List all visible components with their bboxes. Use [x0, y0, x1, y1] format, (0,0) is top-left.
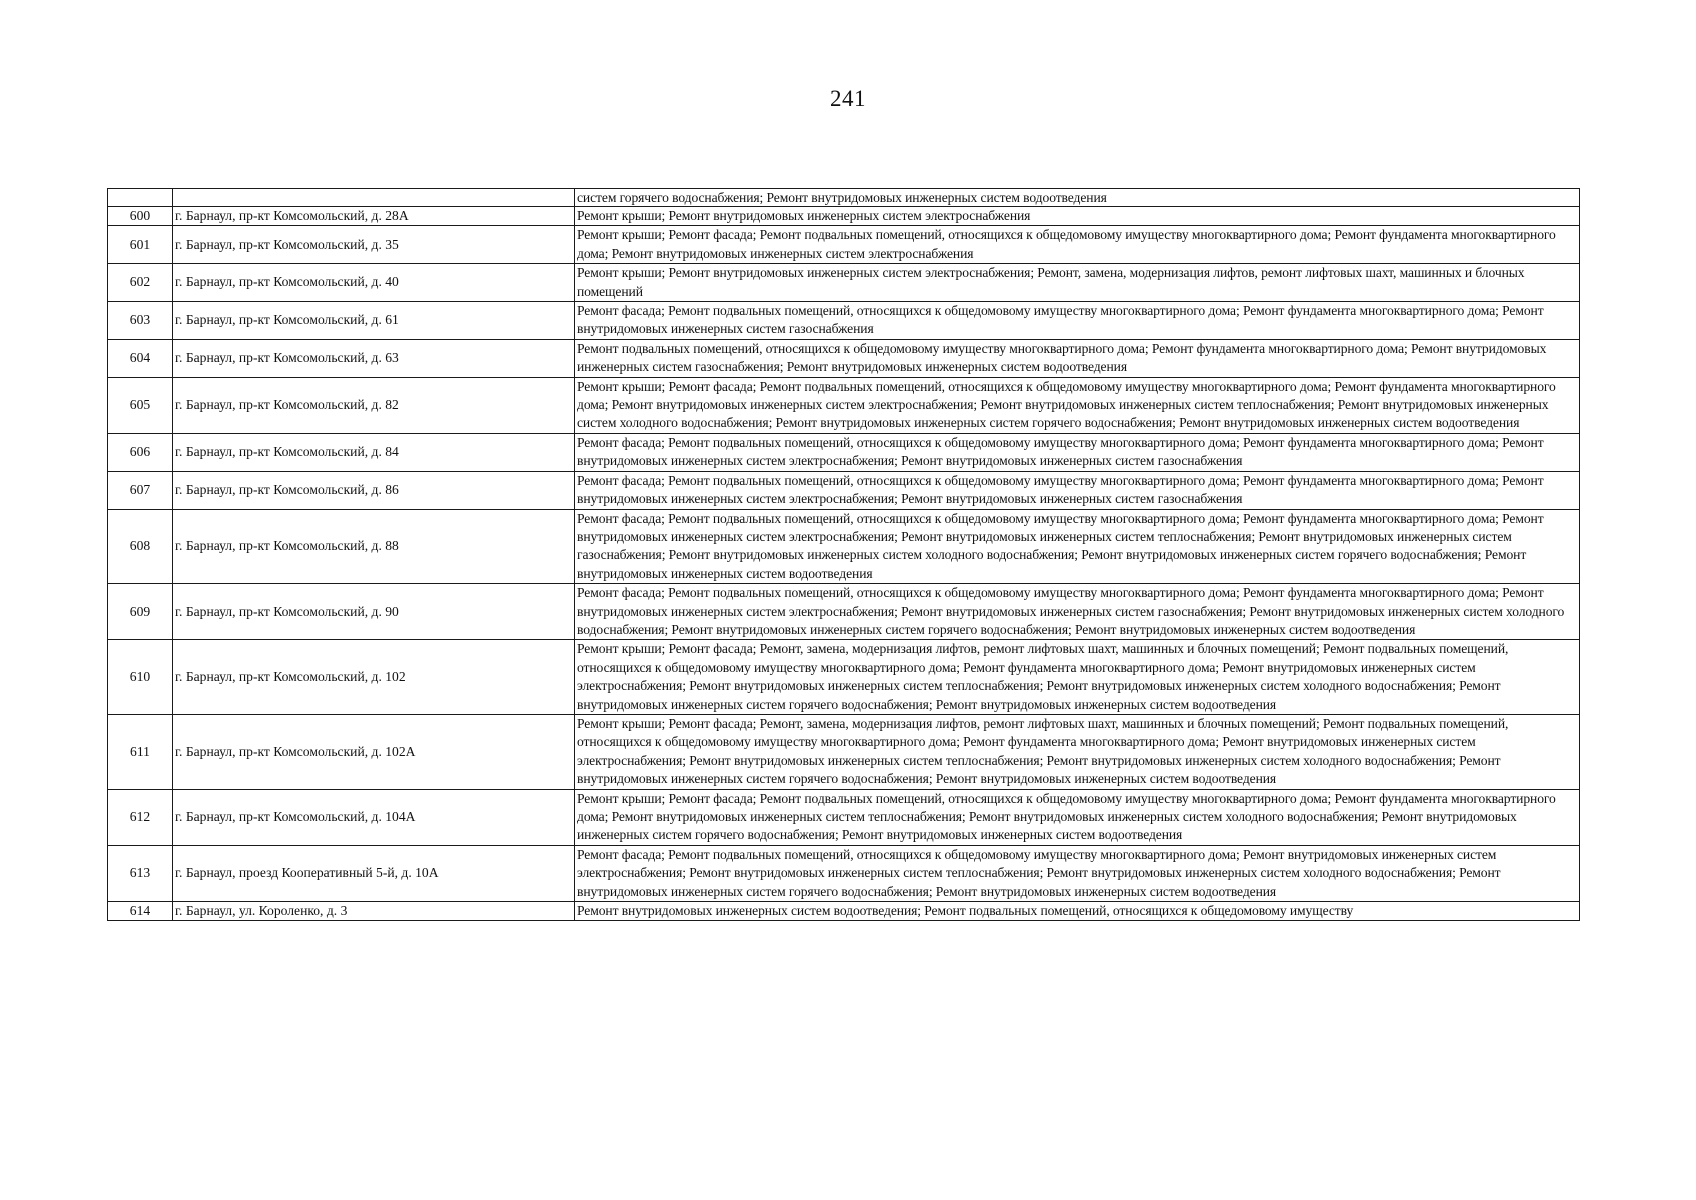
- row-number-cell: [108, 189, 173, 207]
- works-cell: Ремонт крыши; Ремонт фасада; Ремонт, замена, модернизация лифтов, ремонт лифтовых шахт, машинных и блочных помещений; Ремонт подвальных помещений, относящихся к общедомовому имуществу многоквартирного дома; Ремонт фундамента многоквартирного дома; Ремонт внутридомовых инженерных систем электроснабжения; Ремонт внутридомовых инженерных систем теплоснабжения; Ремонт внутридомовых инженерных систем холодного водоснабжения; Ремонт внутридомовых инженерных систем горячего водоснабжения; Ремонт внутридомовых инженерных систем водоотведения: [575, 714, 1580, 789]
- works-cell: Ремонт фасада; Ремонт подвальных помещений, относящихся к общедомовому имуществу многоквартирного дома; Ремонт фундамента многоквартирного дома; Ремонт внутридомовых инженерных систем электроснабжения; Ремонт внутридомовых инженерных систем газоснабжения; Ремонт внутридомовых инженерных систем холодного водоснабжения; Ремонт внутридомовых инженерных систем горячего водоснабжения; Ремонт внутридомовых инженерных систем водоотведения: [575, 584, 1580, 640]
- address-cell: г. Барнаул, пр-кт Комсомольский, д. 104А: [173, 789, 575, 845]
- address-cell: г. Барнаул, проезд Кооперативный 5-й, д. 10А: [173, 845, 575, 901]
- works-cell: Ремонт крыши; Ремонт фасада; Ремонт подвальных помещений, относящихся к общедомовому имуществу многоквартирного дома; Ремонт фундамента многоквартирного дома; Ремонт внутридомовых инженерных систем электроснабжения: [575, 226, 1580, 264]
- row-number-cell: 602: [108, 264, 173, 302]
- row-number-cell: 607: [108, 471, 173, 509]
- address-cell: г. Барнаул, пр-кт Комсомольский, д. 63: [173, 339, 575, 377]
- works-cell: Ремонт внутридомовых инженерных систем водоотведения; Ремонт подвальных помещений, относящихся к общедомовому имуществу: [575, 902, 1580, 921]
- works-cell: систем горячего водоснабжения; Ремонт внутридомовых инженерных систем водоотведения: [575, 189, 1580, 207]
- row-number-cell: 606: [108, 433, 173, 471]
- address-cell: г. Барнаул, ул. Короленко, д. 3: [173, 902, 575, 921]
- table-row: [108, 471, 1580, 509]
- table-row: [108, 433, 1580, 471]
- page-number: 241: [830, 86, 866, 111]
- table-row: [108, 509, 1580, 584]
- works-cell: Ремонт фасада; Ремонт подвальных помещений, относящихся к общедомовому имуществу многоквартирного дома; Ремонт фундамента многоквартирного дома; Ремонт внутридомовых инженерных систем электроснабжения; Ремонт внутридомовых инженерных систем теплоснабжения; Ремонт внутридомовых инженерных систем газоснабжения; Ремонт внутридомовых инженерных систем холодного водоснабжения; Ремонт внутридомовых инженерных систем горячего водоснабжения; Ремонт внутридомовых инженерных систем водоотведения: [575, 509, 1580, 584]
- continuation-row: [108, 189, 1580, 207]
- row-number-cell: 612: [108, 789, 173, 845]
- works-cell: Ремонт крыши; Ремонт фасада; Ремонт, замена, модернизация лифтов, ремонт лифтовых шахт, машинных и блочных помещений; Ремонт подвальных помещений, относящихся к общедомовому имуществу многоквартирного дома; Ремонт фундамента многоквартирного дома; Ремонт внутридомовых инженерных систем электроснабжения; Ремонт внутридомовых инженерных систем теплоснабжения; Ремонт внутридомовых инженерных систем холодного водоснабжения; Ремонт внутридомовых инженерных систем горячего водоснабжения; Ремонт внутридомовых инженерных систем водоотведения: [575, 640, 1580, 715]
- row-number-cell: 601: [108, 226, 173, 264]
- table-body: [108, 189, 1580, 921]
- address-cell: г. Барнаул, пр-кт Комсомольский, д. 102: [173, 640, 575, 715]
- row-number-cell: 614: [108, 902, 173, 921]
- works-cell: Ремонт подвальных помещений, относящихся к общедомовому имуществу многоквартирного дома; Ремонт фундамента многоквартирного дома; Ремонт внутридомовых инженерных систем газоснабжения; Ремонт внутридомовых инженерных систем водоотведения: [575, 339, 1580, 377]
- address-cell: г. Барнаул, пр-кт Комсомольский, д. 102А: [173, 714, 575, 789]
- address-cell: г. Барнаул, пр-кт Комсомольский, д. 90: [173, 584, 575, 640]
- address-cell: г. Барнаул, пр-кт Комсомольский, д. 82: [173, 377, 575, 433]
- address-cell: г. Барнаул, пр-кт Комсомольский, д. 84: [173, 433, 575, 471]
- works-cell: Ремонт фасада; Ремонт подвальных помещений, относящихся к общедомовому имуществу многоквартирного дома; Ремонт фундамента многоквартирного дома; Ремонт внутридомовых инженерных систем электроснабжения; Ремонт внутридомовых инженерных систем газоснабжения: [575, 471, 1580, 509]
- row-number-cell: 613: [108, 845, 173, 901]
- address-cell: г. Барнаул, пр-кт Комсомольский, д. 40: [173, 264, 575, 302]
- table-row: [108, 584, 1580, 640]
- table-row: [108, 264, 1580, 302]
- row-number-cell: 600: [108, 207, 173, 226]
- works-cell: Ремонт крыши; Ремонт фасада; Ремонт подвальных помещений, относящихся к общедомовому имуществу многоквартирного дома; Ремонт фундамента многоквартирного дома; Ремонт внутридомовых инженерных систем теплоснабжения; Ремонт внутридомовых инженерных систем холодного водоснабжения; Ремонт внутридомовых инженерных систем горячего водоснабжения; Ремонт внутридомовых инженерных систем водоотведения: [575, 789, 1580, 845]
- table-row: [108, 845, 1580, 901]
- address-cell: г. Барнаул, пр-кт Комсомольский, д. 88: [173, 509, 575, 584]
- repair-registry-table: [107, 188, 1580, 921]
- table-row: [108, 902, 1580, 921]
- row-number-cell: 605: [108, 377, 173, 433]
- works-cell: Ремонт крыши; Ремонт внутридомовых инженерных систем электроснабжения; Ремонт, замена, модернизация лифтов, ремонт лифтовых шахт, машинных и блочных помещений: [575, 264, 1580, 302]
- row-number-cell: 604: [108, 339, 173, 377]
- table-row: [108, 226, 1580, 264]
- row-number-cell: 611: [108, 714, 173, 789]
- row-number-cell: 609: [108, 584, 173, 640]
- address-cell: г. Барнаул, пр-кт Комсомольский, д. 35: [173, 226, 575, 264]
- works-cell: Ремонт крыши; Ремонт внутридомовых инженерных систем электроснабжения: [575, 207, 1580, 226]
- address-cell: г. Барнаул, пр-кт Комсомольский, д. 61: [173, 302, 575, 340]
- works-cell: Ремонт фасада; Ремонт подвальных помещений, относящихся к общедомовому имуществу многоквартирного дома; Ремонт внутридомовых инженерных систем электроснабжения; Ремонт внутридомовых инженерных систем теплоснабжения; Ремонт внутридомовых инженерных систем холодного водоснабжения; Ремонт внутридомовых инженерных систем горячего водоснабжения; Ремонт внутридомовых инженерных систем водоотведения: [575, 845, 1580, 901]
- address-cell: [173, 189, 575, 207]
- row-number-cell: 610: [108, 640, 173, 715]
- works-cell: Ремонт фасада; Ремонт подвальных помещений, относящихся к общедомовому имуществу многоквартирного дома; Ремонт фундамента многоквартирного дома; Ремонт внутридомовых инженерных систем газоснабжения: [575, 302, 1580, 340]
- row-number-cell: 603: [108, 302, 173, 340]
- table-row: [108, 377, 1580, 433]
- address-cell: г. Барнаул, пр-кт Комсомольский, д. 28А: [173, 207, 575, 226]
- table-row: [108, 302, 1580, 340]
- works-cell: Ремонт фасада; Ремонт подвальных помещений, относящихся к общедомовому имуществу многоквартирного дома; Ремонт фундамента многоквартирного дома; Ремонт внутридомовых инженерных систем электроснабжения; Ремонт внутридомовых инженерных систем газоснабжения: [575, 433, 1580, 471]
- table-row: [108, 339, 1580, 377]
- works-cell: Ремонт крыши; Ремонт фасада; Ремонт подвальных помещений, относящихся к общедомовому имуществу многоквартирного дома; Ремонт фундамента многоквартирного дома; Ремонт внутридомовых инженерных систем электроснабжения; Ремонт внутридомовых инженерных систем теплоснабжения; Ремонт внутридомовых инженерных систем холодного водоснабжения; Ремонт внутридомовых инженерных систем горячего водоснабжения; Ремонт внутридомовых инженерных систем водоотведения: [575, 377, 1580, 433]
- row-number-cell: 608: [108, 509, 173, 584]
- table-row: [108, 207, 1580, 226]
- table-row: [108, 714, 1580, 789]
- address-cell: г. Барнаул, пр-кт Комсомольский, д. 86: [173, 471, 575, 509]
- table-row: [108, 640, 1580, 715]
- table-row: [108, 789, 1580, 845]
